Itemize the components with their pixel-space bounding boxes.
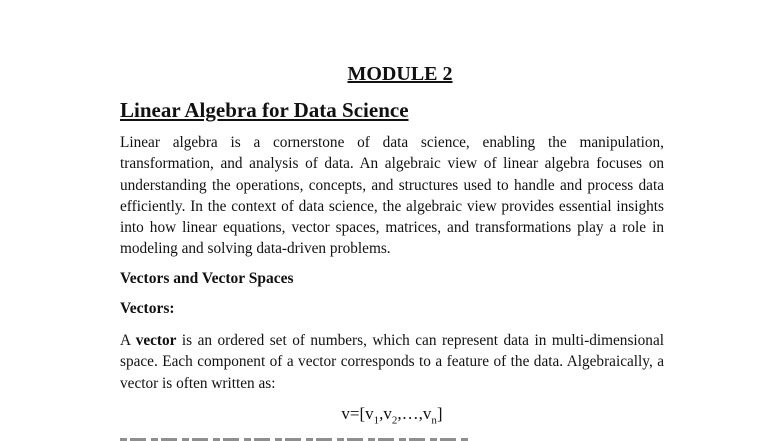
module-title — [0, 62, 784, 86]
section-title: Linear Algebra for Data Science — [120, 98, 409, 122]
vector-paragraph-rest: is an ordered set of numbers, which can represent data in multi-dimensional space. Each component of a vector corresponds to a feature of the data. Algebraically, a vector is often written as: — [120, 332, 664, 392]
module-title-text: MODULE 2 — [347, 63, 453, 85]
vector-term: vector — [135, 332, 177, 349]
intro-paragraph: Linear algebra is a cornerstone of data science, enabling the manipulation, transformation, and analysis of data. An algebraic view of linear algebra focuses on understanding the operations, concepts, and structures used to handle and process data efficiently. In the context of data science, the algebraic view provides essential insights into how linear equations, vector spaces, matrices, and transformations play a role in modeling and solving data-driven problems. — [120, 134, 664, 258]
vector-formula-text: $v=[v_1,v_2,\dots,v_n]$ — [341, 404, 443, 427]
vector-paragraph-prefix: A — [120, 332, 136, 349]
heading-vectors-and-vector-spaces: Vectors and Vector Spaces — [120, 270, 294, 287]
vector-formula — [0, 403, 784, 431]
vector-paragraph — [120, 330, 664, 394]
heading-vectors: Vectors: — [120, 300, 175, 317]
truncated-text-line — [120, 434, 470, 441]
